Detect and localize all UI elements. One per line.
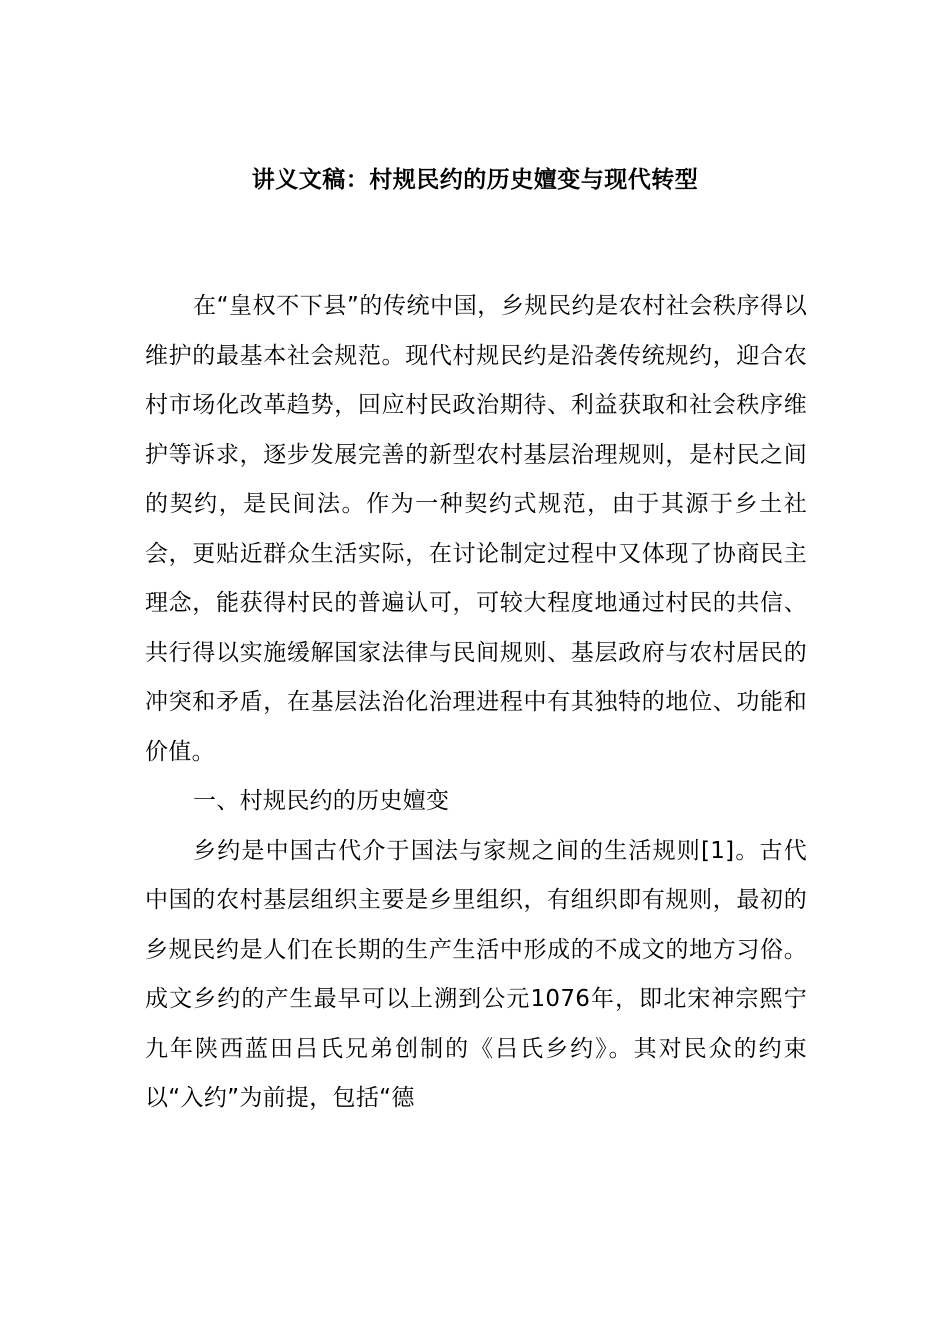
section-heading: 一、村规民约的历史嬗变 <box>193 788 450 814</box>
document-body <box>145 282 807 1124</box>
intro-paragraph: 在“皇权不下县”的传统中国，乡规民约是农村社会秩序得以维护的最基本社会规范。现代村规民约是沿袭传统规约，迎合农村市场化改革趋势，回应村民政治期待、利益获取和社会秩序维护等诉求，逐步发展完善的新型农村基层治理规则，是村民之间的契约，是民间法。作为一种契约式规范，由于其源于乡土社会，更贴近群众生活实际，在讨论制定过程中又体现了协商民主理念，能获得村民的普遍认可，可较大程度地通过村民的共信、共行得以实施缓解国家法律与民间规则、基层政府与农村居民的冲突和矛盾，在基层法治化治理进程中有其独特的地位、功能和价值。 <box>145 293 807 765</box>
section-paragraph: 乡约是中国古代介于国法与家规之间的生活规则[1]。古代中国的农村基层组织主要是乡里组织，有组织即有规则，最初的乡规民约是人们在长期的生产生活中形成的不成文的地方习俗。成文乡约的产生最早可以上溯到公元1076年，即北宋神宗熙宁九年陕西蓝田吕氏兄弟创制的《吕氏乡约》。其对民众的约束以“入约”为前提，包括“德 <box>145 837 807 1111</box>
document-title: 讲义文稿：村规民约的历史嬗变与现代转型 <box>251 167 699 193</box>
